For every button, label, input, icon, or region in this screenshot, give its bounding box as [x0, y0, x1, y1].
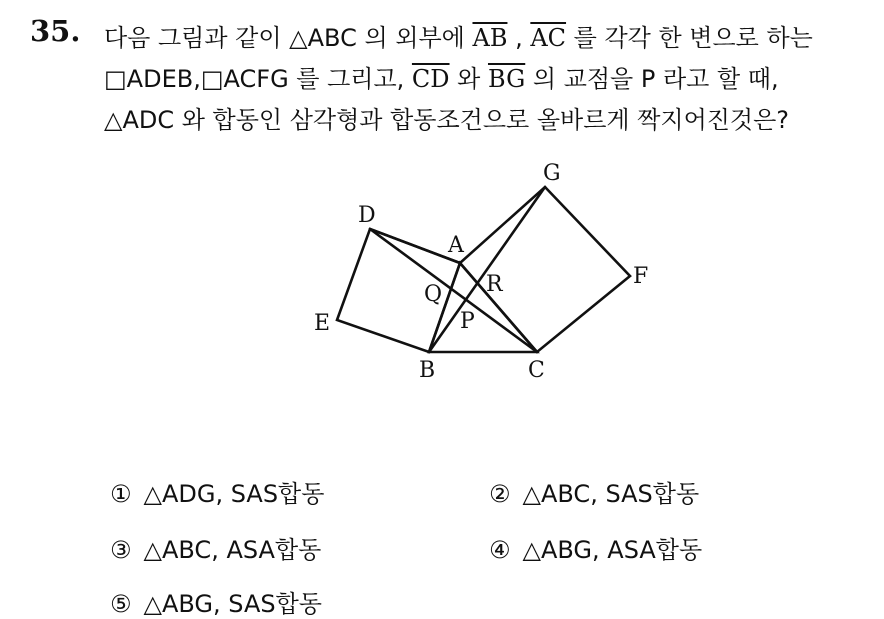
question-line-1-text-c: 를 각각 한 변으로 하는: [566, 24, 813, 52]
choice-3-mark: ③: [110, 536, 132, 564]
choice-2-mark: ②: [489, 480, 511, 508]
label-b: B: [419, 358, 436, 383]
label-f: F: [633, 264, 649, 289]
label-p: P: [460, 309, 475, 334]
label-e: E: [314, 311, 331, 336]
label-a: A: [448, 233, 464, 258]
segment-ac: $\overline{AC}$: [530, 24, 567, 52]
segment-dc-upper: [370, 229, 460, 263]
segment-cd: $\overline{CD}$: [411, 65, 450, 93]
choice-3[interactable]: [110, 530, 321, 565]
label-c: C: [528, 358, 545, 383]
choice-4-text: △ABG, ASA합동: [522, 536, 703, 564]
choice-1-mark: ①: [110, 480, 132, 508]
segment-bg-line: [429, 187, 545, 352]
question-line-2-text-a: □ADEB,□ACFG 를 그리고,: [104, 65, 412, 93]
question-line-2-text-b: 와: [449, 65, 488, 93]
choice-1[interactable]: [110, 474, 324, 509]
segment-ab: $\overline{AB}$: [472, 24, 508, 52]
question-line-1-text-b: ,: [507, 24, 531, 52]
choice-5[interactable]: [110, 584, 322, 619]
question-line-3: △ADC 와 합동인 삼각형과 합동조건으로 올바르게 짝지어진것은?: [104, 106, 790, 134]
choice-4-mark: ④: [489, 536, 511, 564]
label-q: Q: [424, 282, 443, 307]
question-line-2-text-c: 의 교점을 P 라고 할 때,: [525, 65, 779, 93]
label-g: G: [543, 161, 561, 186]
choice-1-text: △ADG, SAS합동: [143, 480, 325, 508]
label-r: R: [486, 272, 503, 297]
choice-2-text: △ABC, SAS합동: [522, 480, 700, 508]
question-line-1-text-a: 다음 그림과 같이 △ABC 의 외부에: [104, 24, 473, 52]
choice-4[interactable]: [489, 530, 702, 565]
choice-5-mark: ⑤: [110, 590, 132, 618]
choice-5-text: △ABG, SAS합동: [143, 590, 322, 618]
segment-bg: $\overline{BG}$: [487, 65, 526, 93]
question-number: 35.: [30, 14, 81, 48]
choice-3-text: △ABC, ASA합동: [143, 536, 322, 564]
label-d: D: [358, 203, 376, 228]
choice-2[interactable]: [489, 474, 699, 509]
